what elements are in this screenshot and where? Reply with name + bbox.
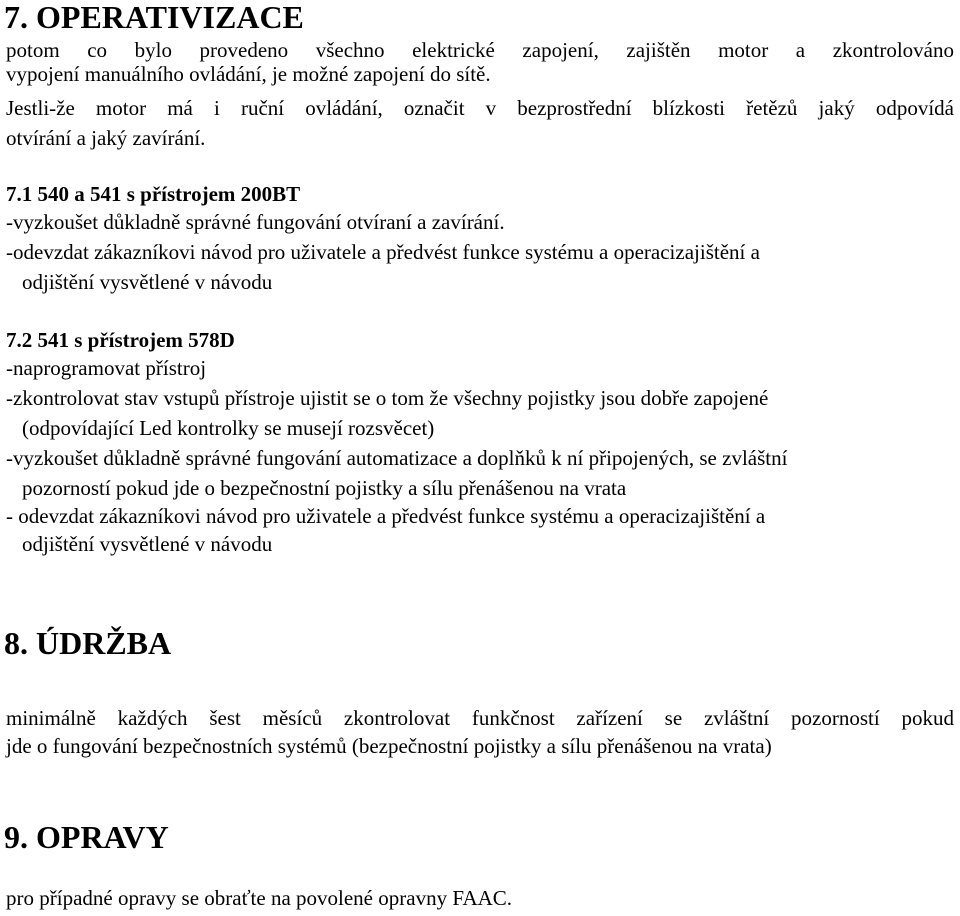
section-8-heading: 8. ÚDRŽBA <box>4 625 172 661</box>
subsection-7-2-heading: 7.2 541 s přístrojem 578D <box>6 328 235 352</box>
subsection-7-1-line-3: odjištění vysvětlené v návodu <box>22 270 273 294</box>
section-7-heading: 7. OPERATIVIZACE <box>4 0 304 35</box>
intro-line-2: vypojení manuálního ovládání, je možné zapojení do sítě. <box>6 62 491 86</box>
section-8-line-2: jde o fungování bezpečnostních systémů (bezpečnostní pojistky a sílu přenášenou na vrata) <box>6 734 772 758</box>
intro-line-3: Jestli-že motor má i ruční ovládání, označit v bezprostřední blízkosti řetězů jaký odpovídá <box>6 96 954 120</box>
subsection-7-1-line-2: -odevzdat zákazníkovi návod pro uživatele a předvést funkce systému a operacizajištění a <box>6 240 760 264</box>
intro-line-1: potom co bylo provedeno všechno elektrické zapojení, zajištěn motor a zkontrolováno <box>6 38 954 62</box>
subsection-7-2-line-7: odjištění vysvětlené v návodu <box>22 532 273 556</box>
subsection-7-1-line-1: -vyzkoušet důkladně správné fungování otvíraní a zavírání. <box>6 210 505 234</box>
section-8-line-1: minimálně každých šest měsíců zkontrolovat funkčnost zařízení se zvláštní pozorností pokud <box>6 706 954 730</box>
section-9-heading: 9. OPRAVY <box>4 819 169 855</box>
section-9-line-1: pro případné opravy se obraťte na povolené opravny FAAC. <box>6 886 513 910</box>
intro-line-4: otvírání a jaký zavírání. <box>6 126 206 150</box>
subsection-7-2-line-6: - odevzdat zákazníkovi návod pro uživatele a předvést funkce systému a operacizajištění a <box>6 504 766 528</box>
subsection-7-2-line-1: -naprogramovat přístroj <box>6 356 207 380</box>
subsection-7-2-line-2: -zkontrolovat stav vstupů přístroje ujistit se o tom že všechny pojistky jsou dobře zapojené <box>6 386 769 410</box>
subsection-7-2-line-4: -vyzkoušet důkladně správné fungování automatizace a doplňků k ní připojených, se zvláštní <box>6 446 788 470</box>
subsection-7-1-heading: 7.1 540 a 541 s přístrojem 200BT <box>6 182 301 206</box>
subsection-7-2-line-5: pozorností pokud jde o bezpečnostní pojistky a sílu přenášenou na vrata <box>22 476 627 500</box>
subsection-7-2-line-3: (odpovídající Led kontrolky se musejí rozsvěcet) <box>22 416 435 440</box>
